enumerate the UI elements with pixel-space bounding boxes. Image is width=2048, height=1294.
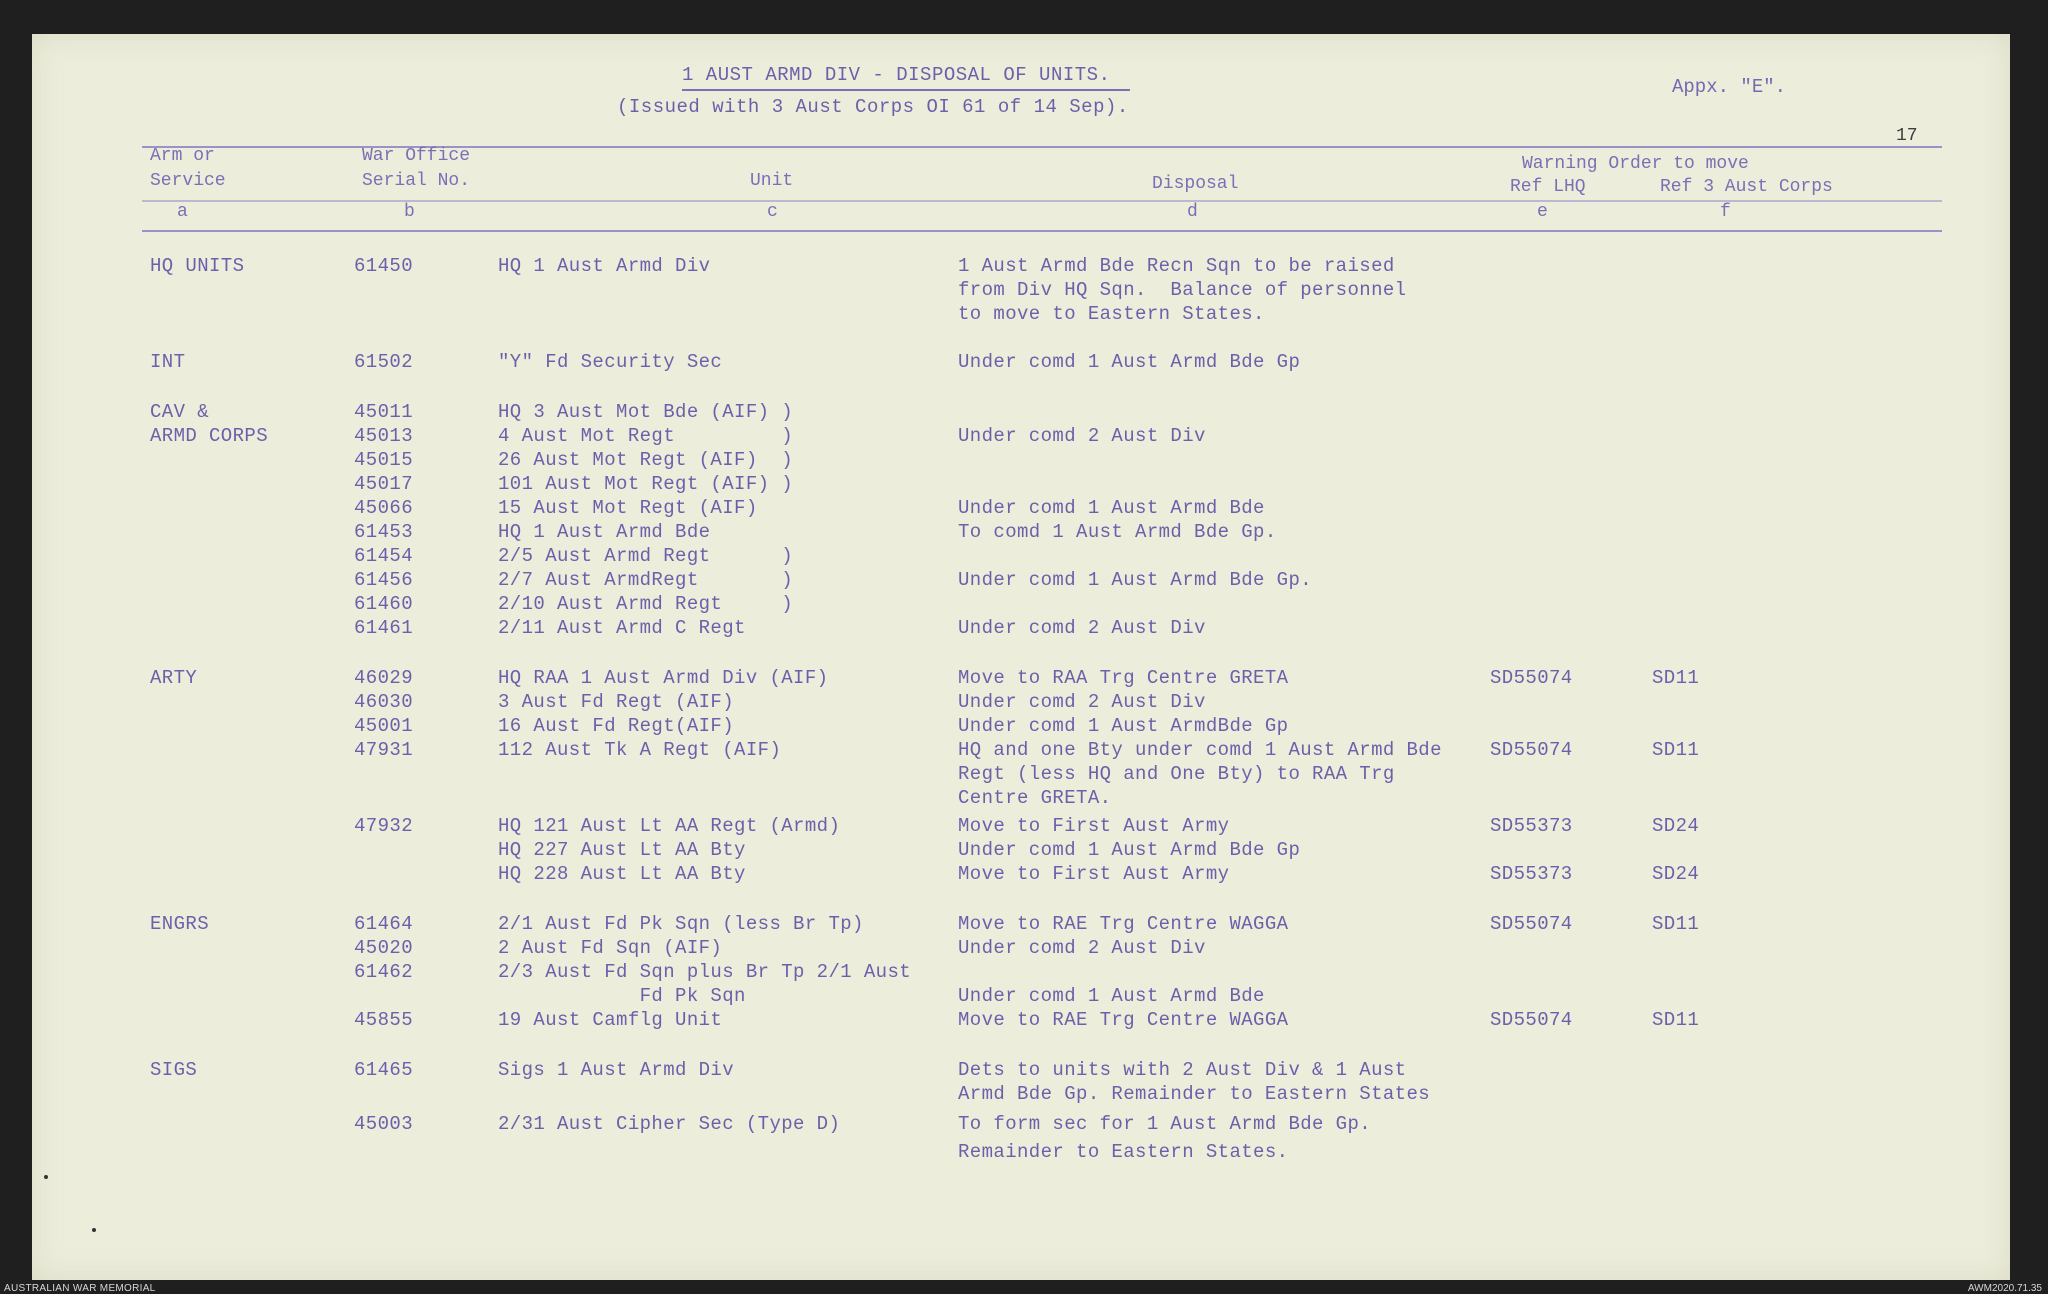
table-row (32, 520, 2010, 546)
table-row (32, 912, 2010, 938)
col-letter-c: c (767, 202, 778, 222)
disposal-cell: Under comd 1 Aust Armd Bde Gp (958, 351, 1301, 373)
unit-cell: 16 Aust Fd Regt(AIF) (498, 715, 735, 737)
arm-of-service-cell: ARTY (150, 667, 198, 689)
serial-number-cell: 46029 (354, 667, 414, 689)
table-row (32, 424, 2010, 450)
disposal-cell: Armd Bde Gp. Remainder to Eastern States (958, 1083, 1431, 1105)
document-title: 1 AUST ARMD DIV - DISPOSAL OF UNITS. (682, 64, 1111, 86)
disposal-cell: Move to RAA Trg Centre GRETA (958, 667, 1289, 689)
serial-number-cell: 61456 (354, 569, 414, 591)
arm-of-service-cell: SIGS (150, 1059, 198, 1081)
disposal-cell: Under comd 1 Aust Armd Bde (958, 985, 1265, 1007)
serial-number-cell: 61461 (354, 617, 414, 639)
serial-number-cell: 61465 (354, 1059, 414, 1081)
unit-cell: HQ 1 Aust Armd Div (498, 255, 711, 277)
serial-number-cell: 45855 (354, 1009, 414, 1031)
unit-cell: 2 Aust Fd Sqn (AIF) (498, 937, 723, 959)
ref-lhq-cell: SD55074 (1490, 1009, 1573, 1031)
unit-cell: HQ RAA 1 Aust Armd Div (AIF) (498, 667, 829, 689)
disposal-cell: Under comd 1 Aust Armd Bde Gp (958, 839, 1301, 861)
paper-mark (44, 1175, 48, 1179)
paper-mark (92, 1228, 96, 1232)
serial-number-cell: 47931 (354, 739, 414, 761)
disposal-cell: To form sec for 1 Aust Armd Bde Gp. (958, 1113, 1372, 1135)
unit-cell: 2/10 Aust Armd Regt ) (498, 593, 794, 615)
col-e-header: Ref LHQ (1510, 177, 1586, 197)
table-row (32, 1058, 2010, 1084)
disposal-cell: from Div HQ Sqn. Balance of personnel (958, 279, 1407, 301)
disposal-cell: Move to RAE Trg Centre WAGGA (958, 1009, 1289, 1031)
disposal-cell: Centre GRETA. (958, 787, 1112, 809)
disposal-cell: Move to First Aust Army (958, 815, 1230, 837)
unit-cell: 26 Aust Mot Regt (AIF) ) (498, 449, 794, 471)
disposal-cell: 1 Aust Armd Bde Recn Sqn to be raised (958, 255, 1395, 277)
disposal-cell: Regt (less HQ and One Bty) to RAA Trg (958, 763, 1395, 785)
col-a-header-line1: Arm or (150, 146, 215, 166)
table-row (32, 302, 2010, 328)
handwritten-page-number: 17 (1896, 126, 1918, 146)
document-subtitle: (Issued with 3 Aust Corps OI 61 of 14 Sep). (617, 96, 1129, 118)
ref-lhq-cell: SD55373 (1490, 863, 1573, 885)
col-letter-f: f (1720, 202, 1731, 222)
table-row (32, 568, 2010, 594)
title-underline (682, 89, 1130, 91)
col-letter-e: e (1537, 202, 1548, 222)
table-row (32, 714, 2010, 740)
disposal-cell: Dets to units with 2 Aust Div & 1 Aust (958, 1059, 1407, 1081)
col-letter-a: a (177, 202, 188, 222)
table-row (32, 666, 2010, 692)
unit-cell: 3 Aust Fd Regt (AIF) (498, 691, 735, 713)
table-row (32, 690, 2010, 716)
ref-lhq-cell: SD55074 (1490, 913, 1573, 935)
ref-corps-cell: SD11 (1652, 739, 1700, 761)
unit-cell: 2/3 Aust Fd Sqn plus Br Tp 2/1 Aust (498, 961, 912, 983)
unit-cell: Sigs 1 Aust Armd Div (498, 1059, 735, 1081)
appendix-label: Appx. "E". (1672, 76, 1787, 98)
col-b-header-line1: War Office (362, 146, 471, 166)
unit-cell: 19 Aust Camflg Unit (498, 1009, 723, 1031)
table-row (32, 862, 2010, 888)
disposal-cell: Under comd 2 Aust Div (958, 937, 1206, 959)
table-row (32, 762, 2010, 788)
disposal-cell: Under comd 1 Aust ArmdBde Gp (958, 715, 1289, 737)
table-row (32, 496, 2010, 522)
serial-number-cell: 45017 (354, 473, 414, 495)
serial-number-cell: 61460 (354, 593, 414, 615)
unit-cell: 4 Aust Mot Regt ) (498, 425, 794, 447)
serial-number-cell: 45003 (354, 1113, 414, 1135)
unit-cell: 112 Aust Tk A Regt (AIF) (498, 739, 782, 761)
table-row (32, 472, 2010, 498)
serial-number-cell: 61450 (354, 255, 414, 277)
col-c-header: Unit (750, 171, 794, 191)
col-f-header: Ref 3 Aust Corps (1660, 177, 1833, 197)
table-row (32, 786, 2010, 812)
unit-cell: HQ 227 Aust Lt AA Bty (498, 839, 746, 861)
col-d-header: Disposal (1152, 174, 1239, 194)
unit-cell: 101 Aust Mot Regt (AIF) ) (498, 473, 794, 495)
disposal-cell: Under comd 1 Aust Armd Bde Gp. (958, 569, 1313, 591)
ref-corps-cell: SD11 (1652, 1009, 1700, 1031)
serial-number-cell: 61464 (354, 913, 414, 935)
unit-cell: 2/1 Aust Fd Pk Sqn (less Br Tp) (498, 913, 864, 935)
header-bottom-rule (142, 230, 1942, 232)
unit-cell: 15 Aust Mot Regt (AIF) (498, 497, 758, 519)
disposal-cell: to move to Eastern States. (958, 303, 1265, 325)
table-row (32, 592, 2010, 618)
serial-number-cell: 45066 (354, 497, 414, 519)
serial-number-cell: 61453 (354, 521, 414, 543)
disposal-cell: Remainder to Eastern States. (958, 1141, 1289, 1163)
serial-number-cell: 46030 (354, 691, 414, 713)
table-row (32, 984, 2010, 1010)
arm-of-service-cell: ARMD CORPS (150, 425, 269, 447)
ref-corps-cell: SD11 (1652, 913, 1700, 935)
table-row (32, 814, 2010, 840)
unit-cell: Fd Pk Sqn (498, 985, 746, 1007)
table-row (32, 448, 2010, 474)
serial-number-cell: 45011 (354, 401, 414, 423)
unit-cell: HQ 121 Aust Lt AA Regt (Armd) (498, 815, 841, 837)
unit-cell: "Y" Fd Security Sec (498, 351, 723, 373)
unit-cell: HQ 1 Aust Armd Bde (498, 521, 711, 543)
unit-cell: 2/11 Aust Armd C Regt (498, 617, 746, 639)
unit-cell: HQ 228 Aust Lt AA Bty (498, 863, 746, 885)
serial-number-cell: 61462 (354, 961, 414, 983)
table-row (32, 936, 2010, 962)
table-row (32, 400, 2010, 426)
table-row (32, 616, 2010, 642)
table-row (32, 254, 2010, 280)
serial-number-cell: 45020 (354, 937, 414, 959)
col-letter-d: d (1187, 202, 1198, 222)
document-page (32, 34, 2010, 1280)
serial-number-cell: 45015 (354, 449, 414, 471)
table-row (32, 838, 2010, 864)
ref-corps-cell: SD11 (1652, 667, 1700, 689)
arm-of-service-cell: CAV & (150, 401, 210, 423)
disposal-cell: To comd 1 Aust Armd Bde Gp. (958, 521, 1277, 543)
disposal-cell: Under comd 2 Aust Div (958, 617, 1206, 639)
serial-number-cell: 47932 (354, 815, 414, 837)
ref-corps-cell: SD24 (1652, 815, 1700, 837)
serial-number-cell: 61454 (354, 545, 414, 567)
table-row (32, 1140, 2010, 1166)
table-row (32, 278, 2010, 304)
col-a-header-line2: Service (150, 171, 226, 191)
unit-cell: 2/31 Aust Cipher Sec (Type D) (498, 1113, 841, 1135)
disposal-cell: Under comd 2 Aust Div (958, 691, 1206, 713)
table-row (32, 1008, 2010, 1034)
table-row (32, 1082, 2010, 1108)
table-row (32, 960, 2010, 986)
disposal-cell: Move to RAE Trg Centre WAGGA (958, 913, 1289, 935)
ref-lhq-cell: SD55074 (1490, 739, 1573, 761)
footer-accession-number: AWM2020.71.35 (1967, 1283, 2042, 1294)
footer-archive-name: AUSTRALIAN WAR MEMORIAL (4, 1283, 156, 1294)
ref-corps-cell: SD24 (1652, 863, 1700, 885)
arm-of-service-cell: INT (150, 351, 186, 373)
serial-number-cell: 45001 (354, 715, 414, 737)
unit-cell: 2/5 Aust Armd Regt ) (498, 545, 794, 567)
disposal-cell: Move to First Aust Army (958, 863, 1230, 885)
unit-cell: 2/7 Aust ArmdRegt ) (498, 569, 794, 591)
table-row (32, 1112, 2010, 1138)
table-row (32, 350, 2010, 376)
ref-lhq-cell: SD55074 (1490, 667, 1573, 689)
col-ef-group-header: Warning Order to move (1522, 154, 1749, 174)
unit-cell: HQ 3 Aust Mot Bde (AIF) ) (498, 401, 794, 423)
table-row (32, 738, 2010, 764)
arm-of-service-cell: HQ UNITS (150, 255, 245, 277)
arm-of-service-cell: ENGRS (150, 913, 210, 935)
col-letter-b: b (404, 202, 415, 222)
serial-number-cell: 45013 (354, 425, 414, 447)
disposal-cell: Under comd 1 Aust Armd Bde (958, 497, 1265, 519)
disposal-cell: HQ and one Bty under comd 1 Aust Armd Bde (958, 739, 1442, 761)
serial-number-cell: 61502 (354, 351, 414, 373)
col-b-header-line2: Serial No. (362, 171, 471, 191)
ref-lhq-cell: SD55373 (1490, 815, 1573, 837)
table-row (32, 544, 2010, 570)
disposal-cell: Under comd 2 Aust Div (958, 425, 1206, 447)
